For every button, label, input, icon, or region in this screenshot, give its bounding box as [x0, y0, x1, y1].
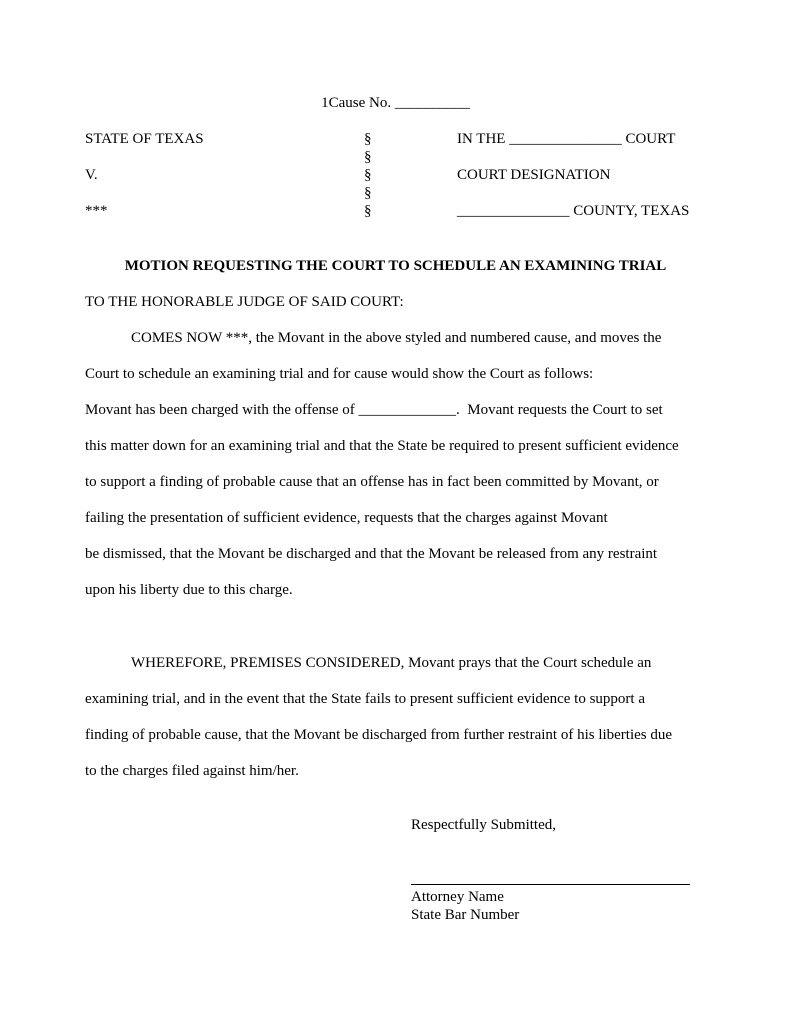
section-mark: § [364, 131, 372, 147]
paragraph-line: Court to schedule an examining trial and for cause would show the Court as follows: [85, 366, 594, 382]
state-bar-number: State Bar Number [411, 907, 520, 923]
salutation: TO THE HONORABLE JUDGE OF SAID COURT: [85, 294, 404, 310]
caption-defendant: *** [85, 203, 108, 219]
caption-court: IN THE _______________ COURT [457, 131, 676, 147]
paragraph-line: be dismissed, that the Movant be discharged and that the Movant be released from any restraint [85, 546, 658, 562]
paragraph-line: examining trial, and in the event that the State fails to present sufficient evidence to support a [85, 691, 645, 707]
cause-number: 1Cause No. __________ [321, 95, 470, 111]
paragraph-line: to the charges filed against him/her. [85, 763, 299, 779]
closing-text: Respectfully Submitted, [411, 817, 556, 833]
section-mark: § [364, 167, 372, 183]
paragraph-line: upon his liberty due to this charge. [85, 582, 293, 598]
caption-versus: V. [85, 167, 98, 183]
paragraph-line: COMES NOW ***, the Movant in the above styled and numbered cause, and moves the [131, 330, 662, 346]
paragraph-line: failing the presentation of sufficient evidence, requests that the charges against Movant [85, 510, 608, 526]
paragraph-line: to support a finding of probable cause that an offense has in fact been committed by Movant, or [85, 474, 659, 490]
paragraph-line: this matter down for an examining trial and that the State be required to present sufficient evidence [85, 438, 679, 454]
document-title: MOTION REQUESTING THE COURT TO SCHEDULE AN EXAMINING TRIAL [124, 258, 667, 274]
attorney-name: Attorney Name [411, 889, 504, 905]
section-mark: § [364, 185, 372, 201]
section-mark: § [364, 149, 372, 165]
signature-line [411, 884, 690, 885]
caption-county: _______________ COUNTY, TEXAS [457, 203, 690, 219]
paragraph-line: Movant has been charged with the offense of _____________. Movant requests the Court to set [85, 402, 663, 418]
paragraph-line: WHEREFORE, PREMISES CONSIDERED, Movant prays that the Court schedule an [131, 655, 652, 671]
caption-court-designation: COURT DESIGNATION [457, 167, 611, 183]
section-mark: § [364, 203, 372, 219]
caption-party-state: STATE OF TEXAS [85, 131, 204, 147]
paragraph-line: finding of probable cause, that the Movant be discharged from further restraint of his liberties due [85, 727, 673, 743]
